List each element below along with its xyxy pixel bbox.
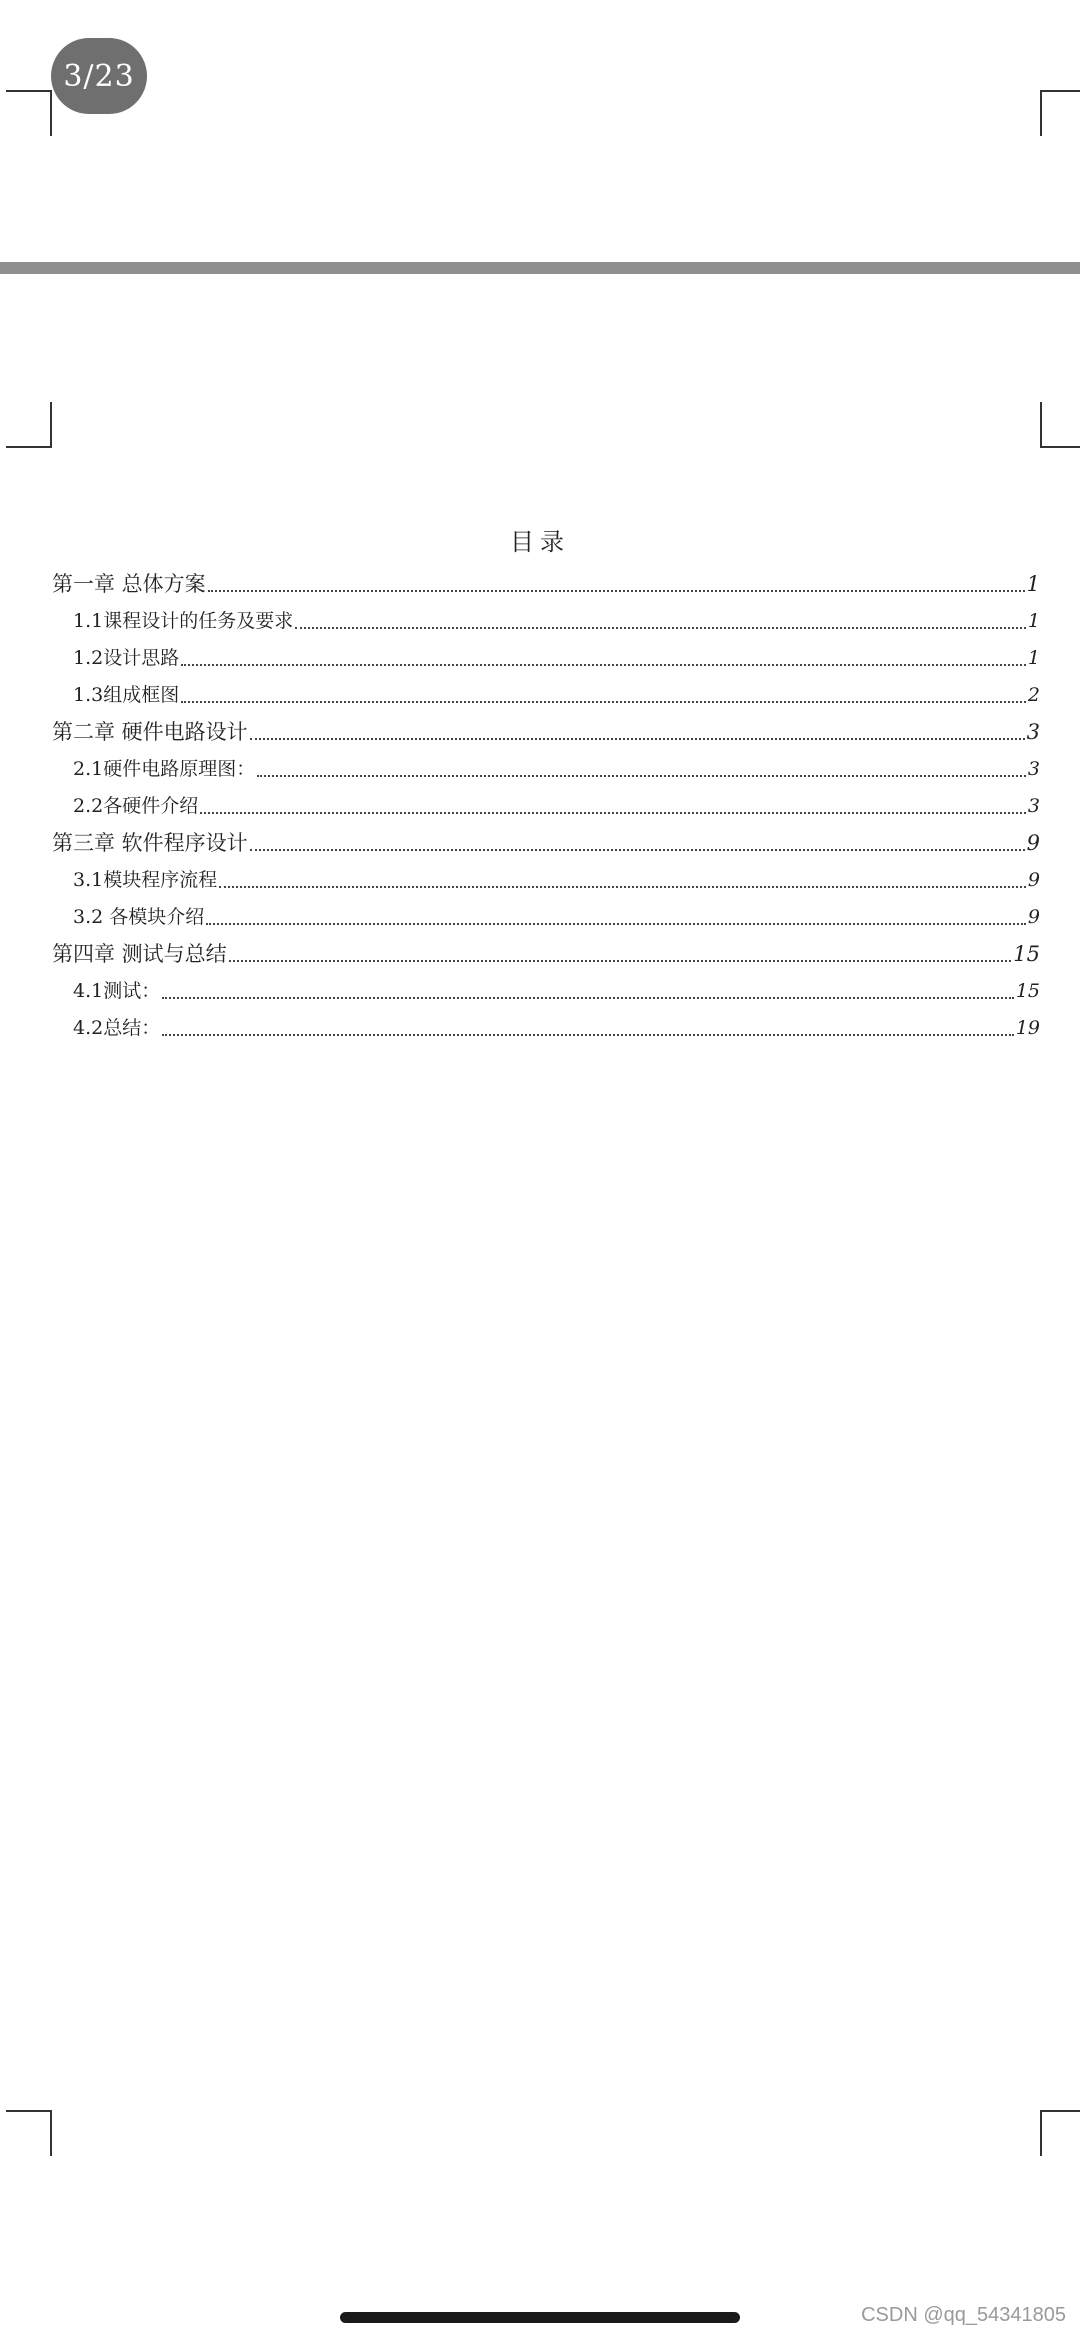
toc-entry-text: 4.1测试： — [73, 980, 161, 1002]
toc-entry[interactable] — [52, 634, 1040, 671]
crop-mark — [1040, 402, 1080, 448]
toc-entry[interactable] — [52, 967, 1040, 1004]
home-indicator[interactable] — [340, 2312, 740, 2323]
toc-entry-text: 1.2设计思路 — [73, 647, 180, 669]
toc-entry-text: 4.2总结： — [73, 1017, 161, 1039]
toc-entry-page: 3 — [1026, 720, 1040, 744]
toc-entry-page: 9 — [1026, 831, 1040, 855]
page-separator — [0, 262, 1080, 274]
toc-entry-text: 1.1课程设计的任务及要求 — [73, 610, 294, 632]
toc-entry-page: 1 — [1027, 610, 1040, 632]
toc-leader — [181, 700, 1026, 703]
toc-entry-text: 第二章 硬件电路设计 — [52, 720, 248, 744]
toc-leader — [200, 811, 1026, 814]
toc-entry-page: 2 — [1027, 684, 1040, 706]
table-of-contents — [52, 560, 1040, 1041]
toc-entry[interactable] — [52, 930, 1040, 967]
toc-leader — [229, 959, 1012, 962]
toc-entry[interactable] — [52, 1004, 1040, 1041]
toc-leader — [162, 996, 1014, 999]
toc-leader — [257, 774, 1026, 777]
toc-entry-text: 第一章 总体方案 — [52, 572, 206, 596]
toc-entry[interactable] — [52, 708, 1040, 745]
toc-entry-text: 第四章 测试与总结 — [52, 942, 227, 966]
toc-entry[interactable] — [52, 560, 1040, 597]
toc-entry-text: 第三章 软件程序设计 — [52, 831, 248, 855]
toc-entry-page: 3 — [1027, 795, 1040, 817]
toc-entry[interactable] — [52, 856, 1040, 893]
toc-leader — [208, 589, 1025, 592]
toc-leader — [219, 885, 1026, 888]
toc-leader — [206, 922, 1026, 925]
toc-entry-page: 15 — [1015, 980, 1040, 1002]
toc-leader — [250, 737, 1025, 740]
crop-mark — [1040, 2110, 1080, 2156]
toc-entry-page: 9 — [1027, 869, 1040, 891]
crop-mark — [6, 402, 52, 448]
toc-leader — [162, 1033, 1014, 1036]
crop-mark — [1040, 90, 1080, 136]
crop-mark — [6, 90, 52, 136]
toc-entry-text: 3.1模块程序流程 — [73, 869, 218, 891]
toc-leader — [250, 848, 1025, 851]
toc-entry-text: 2.2各硬件介绍 — [73, 795, 199, 817]
toc-title: 目录 — [510, 528, 570, 556]
toc-entry-page: 19 — [1015, 1017, 1040, 1039]
toc-entry[interactable] — [52, 671, 1040, 708]
toc-entry[interactable] — [52, 819, 1040, 856]
toc-entry-text: 3.2 各模块介绍 — [73, 906, 205, 928]
toc-leader — [181, 663, 1026, 666]
toc-entry-page: 15 — [1013, 942, 1040, 966]
toc-entry[interactable] — [52, 893, 1040, 930]
toc-entry-page: 9 — [1027, 906, 1040, 928]
toc-entry-page: 1 — [1027, 647, 1040, 669]
toc-entry-text: 1.3组成框图 — [73, 684, 180, 706]
toc-entry-page: 1 — [1026, 572, 1040, 596]
toc-entry[interactable] — [52, 745, 1040, 782]
toc-entry-page: 3 — [1027, 758, 1040, 780]
watermark: CSDN @qq_54341805 — [861, 2304, 1066, 2326]
toc-leader — [295, 626, 1026, 629]
toc-entry[interactable] — [52, 782, 1040, 819]
crop-mark — [6, 2110, 52, 2156]
page-indicator: 3/23 — [51, 38, 147, 114]
toc-entry[interactable] — [52, 597, 1040, 634]
toc-entry-text: 2.1硬件电路原理图： — [73, 758, 256, 780]
